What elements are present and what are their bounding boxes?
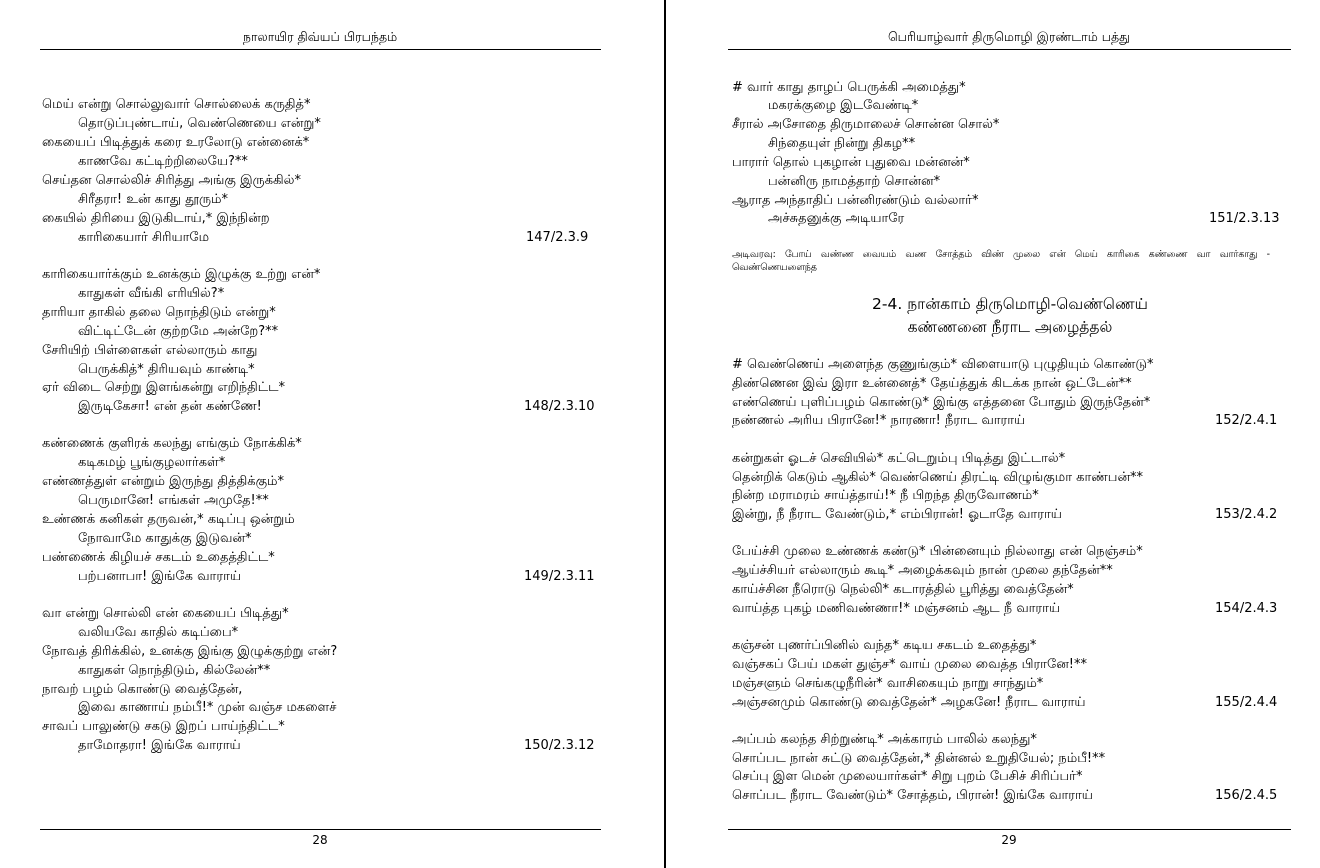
verse-line: # வார் காது தாழப் பெருக்கி அமைத்து* bbox=[732, 80, 966, 95]
verse-line: கடிகமழ் பூங்குழலார்கள்* bbox=[78, 455, 226, 470]
verse-line: கன்றுகள் ஓடச் செவியில்* கட்டெறும்பு பிடித்து இட்டால்* bbox=[732, 451, 1066, 466]
verse-line: அப்பம் கலந்த சிற்றுண்டி* அக்காரம் பாலில் கலந்து* bbox=[732, 732, 1037, 747]
page-header: நாலாயிர திவ்யப் பிரபந்தம் bbox=[242, 29, 398, 44]
verse-line: காணவே கட்டிற்றிலையே?** bbox=[78, 154, 248, 169]
verse-line: நோவாமே காதுக்கு இடுவன்* bbox=[78, 531, 252, 546]
verse-line: தாமோதரா! இங்கே வாராய் bbox=[78, 738, 241, 753]
verse-number: 149/2.3.11 bbox=[524, 569, 595, 584]
verse-line: பண்ணைக் கிழியச் சகடம் உதைத்திட்ட* bbox=[42, 550, 275, 565]
verse-line: தொடுப்புண்டாய், வெண்ணெயை என்று* bbox=[78, 116, 321, 131]
header-rule bbox=[728, 49, 1291, 50]
verse-line: அஞ்சனமும் கொண்டு வைத்தேன்* அழகனே! நீராட வாராய் bbox=[732, 695, 1086, 710]
verse-line: பன்னிரு நாமத்தாற் சொன்ன* bbox=[768, 174, 941, 189]
verse-line: ஏர் விடை செற்று இளங்கன்று எறிந்திட்ட* bbox=[42, 380, 285, 395]
verse-line: சிந்தையுள் நின்று திகழ** bbox=[768, 136, 916, 151]
page-header: பெரியாழ்வார் திருமொழி இரண்டாம் பத்து bbox=[887, 29, 1131, 44]
verse-line: இருடிகேசா! என் தன் கண்ணே! bbox=[78, 399, 262, 414]
verse-line: கையைப் பிடித்துக் கரை உரலோடு என்னைக்* bbox=[42, 135, 310, 150]
verse-line: இன்று, நீ நீராட வேண்டும்,* எம்பிரான்! ஓடாதே வாராய் bbox=[732, 507, 1062, 522]
verse-line: திண்ணென இவ் இரா உன்னைத்* தேய்த்துக் கிடக்க நான் ஒட்டேன்** bbox=[732, 376, 1132, 391]
page-number: 28 bbox=[312, 833, 328, 847]
verse-line: # வெண்ணெய் அளைந்த குணுங்கும்* விளையாடு புழுதியும் கொண்டு* bbox=[732, 357, 1154, 372]
verse-line: பற்பனாபா! இங்கே வாராய் bbox=[78, 569, 242, 584]
verse-line: காதுகள் நொந்திடும், கில்லேன்** bbox=[78, 663, 271, 678]
verse-line: ஆய்ச்சியர் எல்லாரும் கூடி* அழைக்கவும் நான் முலை தந்தேன்** bbox=[732, 563, 1113, 578]
verse-line: வலியவே காதில் கடிப்பை* bbox=[78, 625, 239, 640]
verse-number: 152/2.4.1 bbox=[1215, 413, 1278, 428]
verse-number: 148/2.3.10 bbox=[524, 399, 595, 414]
verse-line: கையில் திரியை இடுகிடாய்,* இந்நின்ற bbox=[42, 211, 270, 226]
verse-line: பெருக்கித்* திரியவும் காண்டி* bbox=[78, 362, 255, 377]
section-subtitle: கண்ணனை நீராட அழைத்தல் bbox=[907, 318, 1113, 336]
verse-line: காரிகையார் சிரியாமே bbox=[78, 230, 210, 245]
verse-line: நோவத் திரிக்கில், உனக்கு இங்கு இழுக்குற்று என்? bbox=[42, 644, 338, 659]
verse-line: செய்தன சொல்லிச் சிரித்து அங்கு இருக்கில்* bbox=[42, 173, 301, 188]
verse-line: நின்ற மராமரம் சாய்த்தாய்!* நீ பிறந்த திருவோணம்* bbox=[732, 488, 1039, 503]
verse-number: 151/2.3.13 bbox=[1209, 211, 1280, 226]
verse-line: பாரார் தொல் புகழான் புதுவை மன்னன்* bbox=[732, 155, 970, 170]
verse-number: 156/2.4.5 bbox=[1215, 788, 1278, 803]
verse-line: தாரியா தாகில் தலை நொந்திடும் என்று* bbox=[42, 305, 276, 320]
verse-line: அச்சுதனுக்கு அடியாரே bbox=[768, 211, 905, 226]
verse-line: வாய்த்த புகழ் மணிவண்ணா!* மஞ்சனம் ஆட நீ வாராய் bbox=[732, 601, 1061, 616]
verse-index-note: அடிவரவு: போய் வண்ண வையம் வண சோத்தம் விண் முலை என் மெய் காரிகை கண்ணை வா வார்காது - வெண்ணெயளைந்த bbox=[732, 249, 1270, 273]
verse-line: சேரியிற் பிள்ளைகள் எல்லாரும் காது bbox=[42, 343, 258, 358]
verse-line: செப்பு இள மென் முலையார்கள்* சிறு புறம் பேசிச் சிரிப்பர்* bbox=[732, 769, 1083, 784]
verse-line: சிரீதரா! உன் காது தூரும்* bbox=[78, 192, 228, 207]
verse-line: விட்டிட்டேன் குற்றமே அன்றே?** bbox=[78, 324, 279, 339]
verse-line: இவை காணாய் நம்பீ!* முன் வஞ்ச மகளைச் bbox=[78, 700, 337, 715]
verse-line: மெய் என்று சொல்லுவார் சொல்லைக் கருதித்* bbox=[42, 97, 311, 112]
verse-number: 150/2.3.12 bbox=[524, 738, 595, 753]
right-page bbox=[664, 0, 1320, 868]
verse-line: பெருமானே! எங்கள் அமுதே!** bbox=[78, 493, 269, 508]
verse-line: வா என்று சொல்லி என் கையைப் பிடித்து* bbox=[42, 606, 289, 621]
verse-number: 153/2.4.2 bbox=[1215, 507, 1278, 522]
verse-line: கண்ணைக் குளிரக் கலந்து எங்கும் நோக்கிக்* bbox=[42, 436, 302, 451]
verse-line: தென்றிக் கெடும் ஆகில்* வெண்ணெய் திரட்டி விழுங்குமா காண்பன்** bbox=[732, 470, 1144, 485]
verse-line: சொப்பட நான் சுட்டு வைத்தேன்,* தின்னல் உறுதியேல்; நம்பீ!** bbox=[732, 751, 1106, 766]
header-rule bbox=[40, 49, 601, 50]
verse-line: சீரால் அசோதை திருமாலைச் சொன்ன சொல்* bbox=[732, 117, 1000, 132]
footer-rule bbox=[40, 829, 601, 830]
verse-line: காய்ச்சின நீரொடு நெல்லி* கடாரத்தில் பூரித்து வைத்தேன்* bbox=[732, 582, 1074, 597]
verse-line: வஞ்சகப் பேய் மகள் துஞ்ச* வாய் முலை வைத்த பிரானே!** bbox=[732, 657, 1088, 672]
section-title: 2-4. நான்காம் திருமொழி-வெண்ணெய் bbox=[872, 295, 1148, 313]
verse-line: காதுகள் வீங்கி எரியில்?* bbox=[78, 286, 225, 301]
footer-rule bbox=[728, 829, 1291, 830]
verse-line: உண்ணக் கனிகள் தருவன்,* கடிப்பு ஒன்றும் bbox=[42, 512, 295, 527]
verse-number: 155/2.4.4 bbox=[1215, 695, 1278, 710]
verse-line: எண்ணத்துள் என்றும் இருந்து தித்திக்கும்* bbox=[42, 474, 285, 489]
verse-number: 147/2.3.9 bbox=[526, 230, 589, 245]
verse-line: சாவப் பாலுண்டு சகடு இறப் பாய்ந்திட்ட* bbox=[42, 719, 285, 734]
verse-line: பேய்ச்சி முலை உண்ணக் கண்டு* பின்னையும் நில்லாது என் நெஞ்சம்* bbox=[732, 544, 1143, 559]
verse-line: எண்ணெய் புளிப்பழம் கொண்டு* இங்கு எத்தனை போதும் இருந்தேன்* bbox=[732, 395, 1151, 410]
verse-line: மகரக்குழை இடவேண்டி* bbox=[768, 98, 919, 113]
verse-line: மஞ்சளும் செங்கழுநீரின்* வாசிகையும் நாறு சாந்தும்* bbox=[732, 676, 1044, 691]
verse-line: நாவற் பழம் கொண்டு வைத்தேன், bbox=[42, 682, 243, 697]
verse-line: ஆராத அந்தாதிப் பன்னிரண்டும் வல்லார்* bbox=[732, 193, 979, 208]
page-number: 29 bbox=[1001, 833, 1017, 847]
verse-number: 154/2.4.3 bbox=[1215, 601, 1278, 616]
verse-line: சொப்பட நீராட வேண்டும்* சோத்தம், பிரான்! இங்கே வாராய் bbox=[732, 788, 1093, 803]
verse-line: கஞ்சன் புணர்ப்பினில் வந்த* கடிய சகடம் உதைத்து* bbox=[732, 638, 1037, 653]
verse-line: காரிகையார்க்கும் உனக்கும் இழுக்கு உற்று என்* bbox=[42, 267, 321, 282]
verse-line: நண்ணல் அரிய பிரானே!* நாரணா! நீராட வாராய் bbox=[732, 413, 1026, 428]
